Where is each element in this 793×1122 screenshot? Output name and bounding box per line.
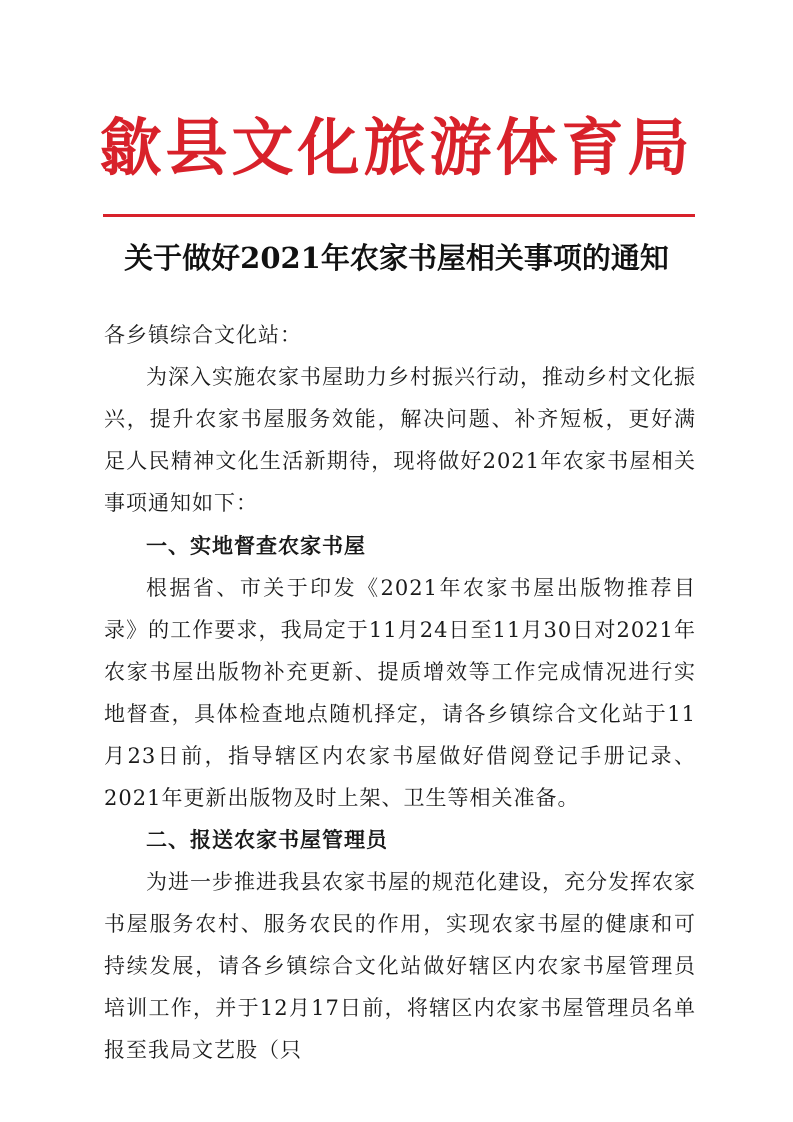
section2-paragraph: 为进一步推进我县农家书屋的规范化建设，充分发挥农家书屋服务农村、服务农民的作用，实现农家书屋的健康和可持续发展，请各乡镇综合文化站做好辖区内农家书屋管理员培训工作，并于12月17日前，将辖区内农家书屋管理员名单报至我局文艺股（只 [104, 870, 696, 1062]
section1-paragraph: 根据省、市关于印发《2021年农家书屋出版物推荐目录》的工作要求，我局定于11月24日至11月30日对2021年农家书屋出版物补充更新、提质增效等工作完成情况进行实地督查，具体检查地点随机择定，请各乡镇综合文化站于11月23日前，指导辖区内农家书屋做好借阅登记手册记录、2021年更新出版物及时上架、卫生等相关准备。 [104, 576, 696, 810]
org-header: 歙县文化旅游体育局 [99, 111, 694, 184]
red-header-rule [103, 214, 695, 217]
intro-paragraph: 为深入实施农家书屋助力乡村振兴行动，推动乡村文化振兴，提升农家书屋服务效能，解决问题、补齐短板，更好满足人民精神文化生活新期待，现将做好2021年农家书屋相关事项通知如下： [104, 365, 696, 515]
section1-heading: 一、实地督查农家书屋 [146, 533, 366, 558]
document-title: 关于做好2021年农家书屋相关事项的通知 [124, 241, 669, 275]
section2-heading: 二、报送农家书屋管理员 [146, 827, 388, 852]
salutation: 各乡镇综合文化站： [104, 323, 302, 347]
